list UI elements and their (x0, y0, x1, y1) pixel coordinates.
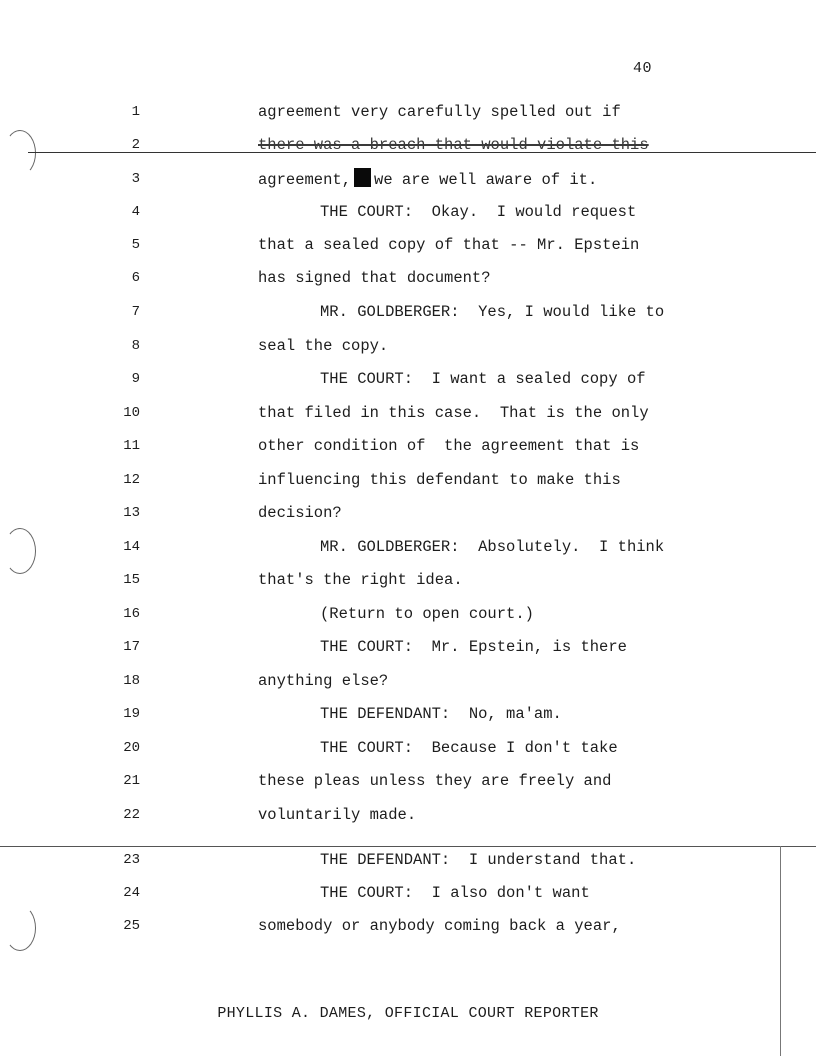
line-number: 12 (123, 472, 140, 488)
horizontal-rule (0, 846, 816, 847)
page-number: 40 (633, 60, 653, 77)
line-number: 20 (123, 740, 140, 756)
line-text: that's the right idea. (258, 571, 463, 589)
line-number: 16 (123, 606, 140, 622)
line-text: these pleas unless they are freely and (258, 772, 612, 790)
line-text (258, 168, 597, 191)
transcript-line (0, 636, 816, 658)
line-text: THE COURT: I want a sealed copy of (320, 370, 646, 388)
transcript-line (0, 368, 816, 390)
line-number: 17 (123, 639, 140, 655)
line-text: that a sealed copy of that -- Mr. Epstein (258, 236, 640, 254)
transcript-line (0, 301, 816, 323)
transcript-line (0, 267, 816, 289)
line-text: seal the copy. (258, 337, 389, 355)
line-number: 18 (123, 673, 140, 689)
line-text: agreement very carefully spelled out if (258, 103, 621, 121)
transcript-line (0, 804, 816, 826)
line-text: there was a breach that would violate this (258, 136, 649, 154)
line-number: 8 (131, 338, 140, 354)
line-text: anything else? (258, 672, 389, 690)
line-text-after-redaction: we are well aware of it. (374, 171, 598, 189)
transcript-line (0, 201, 816, 223)
line-number: 25 (123, 918, 140, 934)
transcript-line (0, 502, 816, 524)
transcript-line (0, 435, 816, 457)
transcript-line (0, 703, 816, 725)
transcript-line (0, 234, 816, 256)
line-text: THE COURT: Okay. I would request (320, 203, 637, 221)
line-text: influencing this defendant to make this (258, 471, 621, 489)
redaction-block (354, 168, 371, 187)
transcript-line (0, 402, 816, 424)
line-text: that filed in this case. That is the only (258, 404, 649, 422)
transcript-line (0, 603, 816, 625)
line-number: 11 (123, 438, 140, 454)
line-text: voluntarily made. (258, 806, 417, 824)
transcript-line (0, 469, 816, 491)
line-number: 21 (123, 773, 140, 789)
line-text-before-redaction: agreement, (258, 171, 352, 189)
line-number: 2 (131, 137, 140, 153)
line-text: decision? (258, 504, 342, 522)
line-number: 23 (123, 852, 140, 868)
transcript-line (0, 770, 816, 792)
line-text: has signed that document? (258, 269, 491, 287)
line-number: 19 (123, 706, 140, 722)
line-number: 1 (131, 104, 140, 120)
court-reporter-footer: PHYLLIS A. DAMES, OFFICIAL COURT REPORTER (217, 1005, 599, 1022)
line-text: other condition of the agreement that is (258, 437, 640, 455)
line-number: 6 (131, 270, 140, 286)
transcript-line (0, 737, 816, 759)
line-number: 15 (123, 572, 140, 588)
line-number: 7 (131, 304, 140, 320)
line-number: 4 (131, 204, 140, 220)
transcript-line (0, 915, 816, 937)
line-text: THE DEFENDANT: I understand that. (320, 851, 637, 869)
transcript-line (0, 168, 816, 190)
line-text: THE COURT: I also don't want (320, 884, 590, 902)
line-text: somebody or anybody coming back a year, (258, 917, 621, 935)
line-text: THE COURT: Mr. Epstein, is there (320, 638, 627, 656)
line-text: THE DEFENDANT: No, ma'am. (320, 705, 562, 723)
line-text: THE COURT: Because I don't take (320, 739, 618, 757)
page-edge-line (780, 846, 781, 1056)
line-number: 13 (123, 505, 140, 521)
line-number: 10 (123, 405, 140, 421)
line-text: (Return to open court.) (320, 605, 534, 623)
transcript-line (0, 670, 816, 692)
line-number: 9 (131, 371, 140, 387)
transcript-line (0, 882, 816, 904)
transcript-line (0, 335, 816, 357)
transcript-line (0, 536, 816, 558)
transcript-line (0, 134, 816, 156)
transcript-line (0, 101, 816, 123)
transcript-line (0, 849, 816, 871)
line-number: 14 (123, 539, 140, 555)
line-text: MR. GOLDBERGER: Absolutely. I think (320, 538, 665, 556)
line-number: 3 (131, 171, 140, 187)
transcript-line (0, 569, 816, 591)
line-number: 22 (123, 807, 140, 823)
line-number: 5 (131, 237, 140, 253)
line-text: MR. GOLDBERGER: Yes, I would like to (320, 303, 665, 321)
line-number: 24 (123, 885, 140, 901)
